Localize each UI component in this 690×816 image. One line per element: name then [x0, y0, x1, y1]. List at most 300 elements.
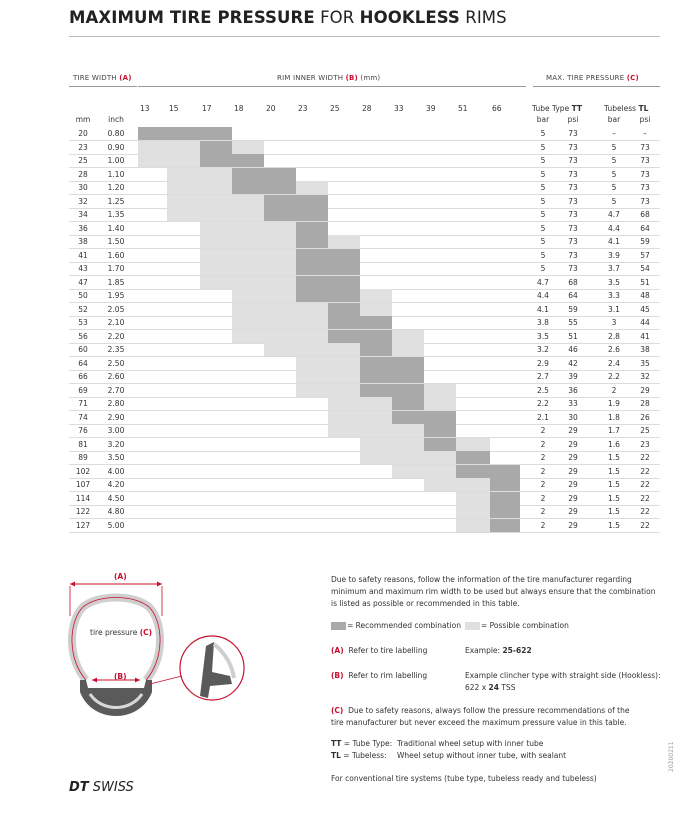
rim-width-label: 23 [298, 104, 308, 113]
possible-cell [424, 478, 456, 492]
recommended-cell [490, 492, 520, 506]
tt-bar-value: 3.8 [537, 318, 549, 327]
tl-psi-value: 73 [640, 169, 650, 179]
recommended-cell [264, 208, 296, 222]
possible-cell [264, 276, 296, 290]
tl-psi-value: 41 [640, 331, 650, 341]
recommended-swatch [331, 622, 346, 630]
tl-psi-value: 22 [640, 466, 650, 476]
tire-width-inch: 4.80 [107, 507, 125, 516]
tire-width-inch: 3.20 [107, 439, 125, 449]
possible-cell [200, 168, 232, 182]
recommended-cell [296, 195, 328, 209]
tl-bar-value: 3.7 [608, 264, 620, 273]
recommended-cell [328, 262, 360, 276]
tt-definition: TT = Tube Type: [331, 739, 393, 748]
tt-bar-value: 5 [540, 129, 546, 138]
tl-bar-header: bar [607, 115, 621, 124]
tt-psi-value: 73 [568, 129, 578, 138]
tire-width-inch: 4.20 [107, 480, 125, 489]
possible-cell [167, 181, 200, 195]
tl-psi-value: 51 [640, 277, 650, 287]
tt-psi-value: 29 [568, 453, 578, 462]
tl-bar-value: 2 [611, 385, 617, 395]
tire-width-mm: 69 [78, 385, 88, 395]
tt-psi-value: 29 [568, 480, 578, 489]
tl-bar-value: 1.9 [608, 399, 620, 408]
rim-width-header: RIM INNER WIDTH (B) (mm) [277, 74, 381, 82]
tt-psi-value: 42 [568, 358, 578, 368]
tire-width-mm: 71 [78, 399, 88, 408]
rim-width-label: 20 [266, 104, 276, 113]
recommended-cell [328, 289, 360, 303]
possible-cell [296, 357, 328, 371]
tire-width-inch: 1.40 [107, 223, 125, 233]
possible-cell [424, 384, 456, 398]
tt-bar-value: 5 [540, 223, 546, 233]
tl-psi-value: 35 [640, 358, 650, 368]
tl-bar-value: 4.4 [608, 223, 620, 233]
tl-psi-value: 22 [640, 493, 650, 503]
tire-width-mm: 74 [78, 412, 88, 422]
tl-psi-value: 38 [640, 345, 650, 354]
tl-bar-value: 3.5 [608, 277, 620, 287]
row-divider [69, 235, 660, 236]
tire-width-inch: 1.95 [107, 291, 125, 300]
possible-cell [264, 303, 296, 317]
recommended-cell [392, 397, 424, 411]
tt-bar-value: 5 [540, 142, 546, 152]
tl-bar-value: 1.5 [608, 480, 620, 489]
document-code: 20200211 [668, 741, 675, 772]
possible-cell [200, 195, 232, 209]
tire-width-inch: 2.20 [107, 331, 125, 341]
possible-cell [360, 424, 392, 438]
recommended-cell [328, 316, 360, 330]
possible-cell [232, 330, 264, 344]
tt-description: Traditional wheel setup with inner tube [397, 739, 544, 748]
row-divider [69, 221, 660, 222]
recommended-cell [200, 154, 232, 168]
possible-cell [360, 303, 392, 317]
possible-cell [360, 397, 392, 411]
tl-psi-value: 59 [640, 237, 650, 246]
possible-cell [264, 330, 296, 344]
possible-cell [392, 438, 424, 452]
rim-width-label: 28 [362, 104, 372, 113]
recommended-cell [360, 384, 392, 398]
row-divider [69, 181, 660, 182]
note-b-example: Example clincher type with straight side (Hookless): 622 x 24 TSS [465, 671, 661, 692]
tl-psi-value: 68 [640, 210, 650, 219]
tube-type-header: Tube Type TT [532, 104, 582, 113]
rim-width-label: 33 [394, 104, 404, 113]
tire-width-inch: 1.35 [107, 210, 125, 219]
tl-description: Wheel setup without inner tube, with sealant [397, 751, 567, 760]
recommended-cell [264, 181, 296, 195]
tl-psi-value: 22 [640, 520, 650, 530]
row-divider [69, 464, 660, 465]
dt-swiss-logo: DT SWISS [69, 780, 134, 795]
recommended-cell [296, 262, 328, 276]
tire-width-inch: 2.35 [107, 345, 125, 354]
possible-cell [456, 478, 490, 492]
possible-cell [167, 168, 200, 182]
tl-psi-value: 22 [640, 453, 650, 462]
tire-width-inch: 2.10 [107, 318, 125, 327]
possible-cell [138, 141, 167, 155]
tl-psi-value: 29 [640, 385, 650, 395]
tl-bar-value: 2.4 [608, 358, 620, 368]
tt-psi-value: 39 [568, 372, 578, 381]
possible-cell [392, 330, 424, 344]
possible-cell [360, 438, 392, 452]
possible-cell [296, 370, 328, 384]
tl-psi-header: psi [639, 115, 651, 124]
recommended-cell [392, 384, 424, 398]
tire-width-mm: 122 [75, 507, 91, 516]
tl-psi-value: 22 [640, 507, 650, 516]
possible-cell [456, 438, 490, 452]
possible-cell [456, 519, 490, 533]
recommended-cell [456, 451, 490, 465]
possible-cell [296, 316, 328, 330]
recommended-cell [328, 276, 360, 290]
possible-cell [232, 141, 264, 155]
row-divider [69, 248, 660, 249]
possible-cell [264, 343, 296, 357]
possible-cell [232, 222, 264, 236]
possible-cell [296, 181, 328, 195]
tire-width-inch: 1.25 [107, 196, 125, 206]
possible-cell [167, 141, 200, 155]
tire-width-mm: 53 [78, 318, 88, 327]
possible-cell [264, 289, 296, 303]
row-divider [69, 262, 660, 263]
possible-cell [392, 451, 424, 465]
tire-width-inch: 1.10 [107, 169, 125, 179]
tl-bar-value: 1.7 [608, 426, 620, 435]
tire-width-inch: 4.50 [107, 493, 125, 503]
possible-cell [456, 505, 490, 519]
tt-bar-value: 5 [540, 169, 546, 179]
tl-bar-value: 1.5 [608, 466, 620, 476]
tt-bar-value: 2 [540, 520, 546, 530]
tt-bar-value: 2 [540, 426, 546, 435]
recommended-cell [360, 370, 392, 384]
tl-psi-value: 57 [640, 250, 650, 260]
possible-cell [167, 195, 200, 209]
tt-bar-value: 2.1 [537, 412, 549, 422]
possible-cell [296, 384, 328, 398]
tire-width-mm: 89 [78, 453, 88, 462]
recommended-cell [232, 168, 264, 182]
possible-cell [264, 249, 296, 263]
tt-psi-header: psi [567, 115, 579, 124]
rim-width-label: 25 [330, 104, 340, 113]
inch-header: inch [108, 115, 124, 124]
note-c: (C) Due to safety reasons, always follow the pressure recommendations of the tire manufacturer but never exceed the maximum pressure value in this table. [331, 706, 630, 727]
tl-psi-value: 73 [640, 142, 650, 152]
tt-bar-value: 5 [540, 250, 546, 260]
possible-cell [232, 208, 264, 222]
tire-width-inch: 0.90 [107, 142, 125, 152]
tl-bar-value: 5 [611, 169, 617, 179]
note-a-example: Example: 25-622 [465, 646, 532, 655]
recommended-cell [328, 330, 360, 344]
tire-width-mm: 43 [78, 264, 88, 273]
mm-header: mm [75, 115, 91, 124]
tl-bar-value: 1.8 [608, 412, 620, 422]
tire-width-header: TIRE WIDTH (A) [73, 74, 132, 82]
possible-cell [232, 303, 264, 317]
recommended-cell [200, 127, 232, 141]
recommended-cell [392, 411, 424, 425]
tl-bar-value: 3.3 [608, 291, 620, 300]
tt-bar-value: 2.5 [537, 385, 549, 395]
tt-psi-value: 73 [568, 142, 578, 152]
tt-psi-value: 51 [568, 331, 578, 341]
rim-width-label: 51 [458, 104, 468, 113]
possible-cell [392, 424, 424, 438]
tire-width-mm: 30 [78, 183, 88, 192]
tt-psi-value: 33 [568, 399, 578, 408]
tt-bar-value: 5 [540, 237, 546, 246]
possible-cell [360, 411, 392, 425]
tt-bar-value: 2.9 [537, 358, 549, 368]
possible-cell [328, 411, 360, 425]
tire-width-inch: 3.00 [107, 426, 125, 435]
possible-cell [328, 424, 360, 438]
tt-psi-value: 29 [568, 439, 578, 449]
recommended-cell [360, 357, 392, 371]
recommended-cell [296, 276, 328, 290]
recommended-cell [200, 141, 232, 155]
tl-bar-value: 5 [611, 156, 617, 165]
tt-psi-value: 73 [568, 169, 578, 179]
possible-cell [328, 343, 360, 357]
tire-width-mm: 38 [78, 237, 88, 246]
recommended-cell [296, 222, 328, 236]
tire-width-inch: 1.20 [107, 183, 125, 192]
recommended-cell [296, 289, 328, 303]
recommended-cell [296, 235, 328, 249]
tl-bar-value: 1.5 [608, 453, 620, 462]
possible-cell [200, 222, 232, 236]
tl-bar-value: 1.5 [608, 520, 620, 530]
rim-width-label: 15 [169, 104, 179, 113]
recommended-cell [424, 411, 456, 425]
tire-width-mm: 47 [78, 277, 88, 287]
tire-width-mm: 64 [78, 358, 88, 368]
possible-cell [424, 451, 456, 465]
rim-width-header-line [138, 86, 526, 87]
tl-psi-value: 32 [640, 372, 650, 381]
tire-pressure-label: tire pressure (C) [90, 628, 153, 637]
tt-psi-value: 29 [568, 520, 578, 530]
tt-bar-value: 2 [540, 453, 546, 462]
tire-width-mm: 34 [78, 210, 88, 219]
tt-psi-value: 29 [568, 466, 578, 476]
tire-width-inch: 2.70 [107, 385, 125, 395]
recommended-cell [264, 168, 296, 182]
tire-width-mm: 28 [78, 169, 88, 179]
tire-width-inch: 1.50 [107, 237, 125, 246]
tl-bar-value: 5 [611, 142, 617, 152]
legend-possible: = Possible combination [481, 621, 569, 630]
tl-bar-value: 3 [611, 318, 617, 327]
possible-cell [232, 316, 264, 330]
recommended-cell [490, 465, 520, 479]
possible-cell [264, 222, 296, 236]
possible-cell [296, 303, 328, 317]
possible-cell [296, 343, 328, 357]
tire-width-inch: 5.00 [107, 520, 125, 530]
tubeless-header: Tubeless TL [604, 104, 649, 113]
recommended-cell [232, 181, 264, 195]
rim-width-label: 17 [202, 104, 212, 113]
tire-width-inch: 0.80 [107, 129, 125, 138]
tire-width-mm: 60 [78, 345, 88, 354]
tt-psi-value: 73 [568, 210, 578, 219]
row-divider [69, 167, 660, 168]
tl-bar-value: 2.6 [608, 345, 620, 354]
possible-cell [200, 235, 232, 249]
possible-cell [232, 235, 264, 249]
tl-psi-value: 26 [640, 412, 650, 422]
tt-bar-value: 5 [540, 264, 546, 273]
possible-cell [328, 384, 360, 398]
tire-width-mm: 20 [78, 129, 88, 138]
tt-bar-value: 2 [540, 466, 546, 476]
conventional-note: For conventional tire systems (tube type, tubeless ready and tubeless) [331, 774, 597, 783]
tt-bar-value: 3.2 [537, 345, 549, 354]
legend-recommended: = Recommended combination [347, 621, 461, 630]
possible-cell [328, 235, 360, 249]
tire-width-inch: 4.00 [107, 466, 125, 476]
recommended-cell [167, 127, 200, 141]
tire-width-inch: 2.90 [107, 412, 125, 422]
tt-psi-value: 55 [568, 318, 578, 327]
tt-psi-value: 73 [568, 264, 578, 273]
tt-psi-value: 29 [568, 507, 578, 516]
tire-width-mm: 127 [75, 520, 91, 530]
recommended-cell [328, 303, 360, 317]
tt-psi-value: 30 [568, 412, 578, 422]
tire-width-mm: 41 [78, 250, 88, 260]
row-divider [69, 194, 660, 195]
tt-bar-value: 3.5 [537, 331, 549, 341]
possible-cell [200, 276, 232, 290]
possible-cell [296, 330, 328, 344]
tl-bar-value: 2.8 [608, 331, 620, 341]
recommended-cell [264, 195, 296, 209]
possible-cell [264, 316, 296, 330]
row-divider [69, 532, 660, 533]
tire-width-inch: 1.60 [107, 250, 125, 260]
tt-psi-value: 73 [568, 183, 578, 192]
possible-cell [328, 357, 360, 371]
recommended-cell [328, 249, 360, 263]
rim-diagram [62, 572, 262, 732]
tt-psi-value: 73 [568, 250, 578, 260]
tt-bar-value: 2.7 [537, 372, 549, 381]
tl-bar-value: 5 [611, 196, 617, 206]
tt-psi-value: 73 [568, 196, 578, 206]
recommended-cell [296, 249, 328, 263]
tire-width-inch: 2.50 [107, 358, 125, 368]
tt-bar-value: 5 [540, 183, 546, 192]
tl-bar-value: – [612, 129, 616, 138]
recommended-cell [392, 370, 424, 384]
possible-cell [167, 154, 200, 168]
tire-width-inch: 1.00 [107, 156, 125, 165]
recommended-cell [490, 519, 520, 533]
possible-cell [360, 289, 392, 303]
tt-psi-value: 73 [568, 156, 578, 165]
tt-bar-value: 2 [540, 493, 546, 503]
rim-width-label: 39 [426, 104, 436, 113]
tt-psi-value: 68 [568, 277, 578, 287]
possible-cell [360, 451, 392, 465]
tt-bar-value: 2 [540, 439, 546, 449]
possible-cell [424, 465, 456, 479]
possible-cell [200, 262, 232, 276]
possible-cell [264, 262, 296, 276]
tl-psi-value: 54 [640, 264, 650, 273]
tl-psi-value: 64 [640, 223, 650, 233]
tt-psi-value: 64 [568, 291, 578, 300]
tl-psi-value: 25 [640, 426, 650, 435]
tire-width-mm: 32 [78, 196, 88, 206]
note-b: (B) Refer to rim labelling [331, 671, 428, 680]
tire-width-mm: 102 [75, 466, 91, 476]
tl-bar-value: 1.6 [608, 439, 620, 449]
tire-width-mm: 76 [78, 426, 88, 435]
tl-definition: TL = Tubeless: [331, 751, 387, 760]
recommended-cell [424, 424, 456, 438]
tire-width-header-line [69, 86, 137, 87]
tl-bar-value: 4.1 [608, 237, 620, 246]
row-divider [69, 491, 660, 492]
possible-cell [200, 208, 232, 222]
row-divider [69, 275, 660, 276]
tl-bar-value: 5 [611, 183, 617, 192]
tl-psi-value: 73 [640, 156, 650, 165]
tt-bar-value: 4.1 [537, 304, 549, 314]
tt-bar-value: 2 [540, 507, 546, 516]
tire-width-inch: 2.60 [107, 372, 125, 381]
recommended-cell [456, 465, 490, 479]
tt-bar-value: 4.4 [537, 291, 549, 300]
label-b: (B) [114, 672, 127, 681]
possible-swatch [465, 622, 480, 630]
tl-psi-value: – [643, 129, 647, 138]
note-a: (A) Refer to tire labelling [331, 646, 428, 655]
tire-width-mm: 50 [78, 291, 88, 300]
pressure-header-line [533, 86, 660, 87]
page-title: MAXIMUM TIRE PRESSURE FOR HOOKLESS RIMS [69, 8, 507, 27]
tire-width-mm: 52 [78, 304, 88, 314]
tl-bar-value: 3.9 [608, 250, 620, 260]
tt-psi-value: 46 [568, 345, 578, 354]
recommended-cell [360, 330, 392, 344]
tt-bar-value: 2.2 [537, 399, 549, 408]
tl-bar-value: 1.5 [608, 507, 620, 516]
tl-psi-value: 23 [640, 439, 650, 449]
tt-bar-header: bar [536, 115, 550, 124]
tire-width-mm: 36 [78, 223, 88, 233]
